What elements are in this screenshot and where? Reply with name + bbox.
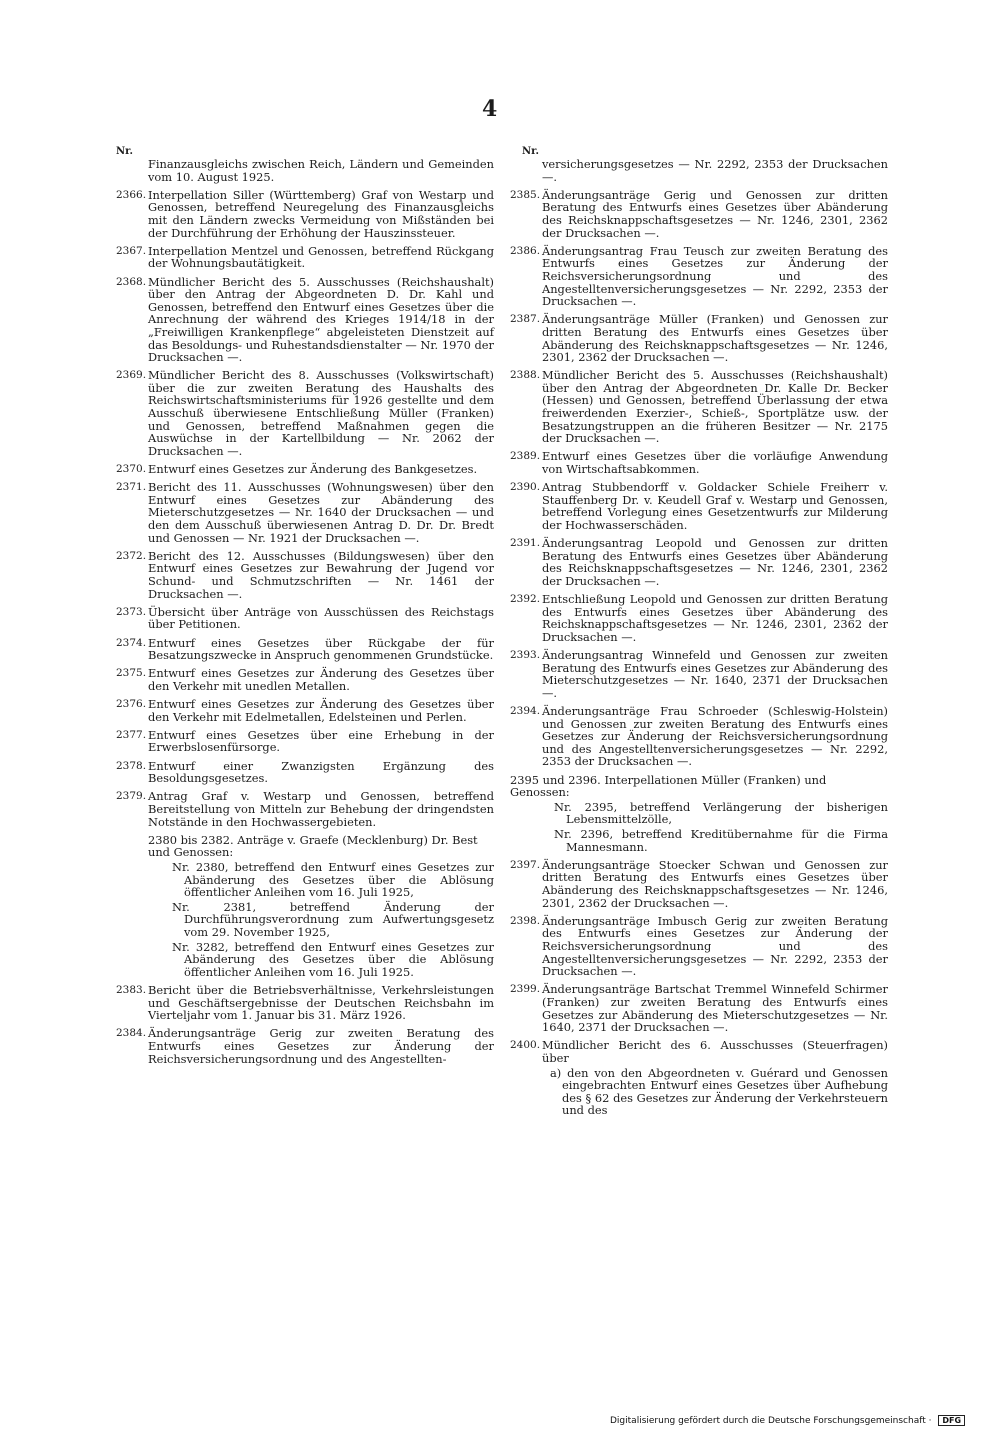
entry-item [116,637,494,662]
entry-text: Änderungsanträge Stoecker Schwan und Genossen zur dritten Beratung des Entwurfs eines Gesetzes über Abänderung des Reichsknappschaftsgesetzes — Nr. 1246, 2301, 2362 der Drucksachen —. [542,857,888,910]
entry-number: 2374. [116,636,147,649]
dfg-logo: DFG [938,1415,965,1426]
entry-number: 2366. [116,188,147,201]
entry-text: Mündlicher Bericht des 5. Ausschusses (Reichshaushalt) über den Antrag der Abgeordneten Dr. Kalle Dr. Becker (Hessen) und Genossen, betreffend Überlassung der etwa freiwerdenden Exerzier-, Schieß-, Sportplätze usw. der Besatzungstruppen an die früheren Besitzer — Nr. 2175 der Drucksachen —. [542,368,888,446]
entry-number: 2397. [510,858,541,871]
intro-text: versicherungsgesetzes — Nr. 2292, 2353 der Drucksachen —. [542,157,888,184]
entry-number: 2375. [116,667,147,680]
entry-text: Änderungsantrag Leopold und Genossen zur dritten Beratung des Entwurfs eines Gesetzes über Abänderung des Reichsknappschaftsgesetzes — Nr. 1246, 2301, 2362 der Drucksachen —. [542,536,888,588]
entry-text: Entwurf einer Zwanzigsten Ergänzung des Besoldungsgesetzes. [148,758,494,786]
left-entry-list-tail [116,984,494,1065]
right-intro [510,158,888,183]
entry-text: Änderungsantrag Winnefeld und Genossen zur zweiten Beratung des Entwurfs eines Gesetzes zur Abänderung des Mieterschutzgesetzes — Nr. 1640, 2371 der Drucksachen —. [542,648,888,700]
entry-number: 2390. [510,481,541,494]
entry-item [116,1027,494,1065]
entry-number: 2370. [116,463,147,476]
entry-text: Anträge v. Graefe (Mecklenburg) Dr. Best und Genossen: [148,832,478,860]
entry-text: Änderungsanträge Bartschat Tremmel Winnefeld Schirmer (Franken) zur zweiten Beratung des Entwurfs eines Gesetzes zur Abänderung des Mieterschutzgesetzes — Nr. 1640, 2371 der Drucksachen —. [542,982,888,1035]
entry-item [510,245,888,308]
left-entry-list [116,189,494,828]
entry-number: 2369. [116,369,147,382]
credit-text: Digitalisierung gefördert durch die Deutsche Forschungsgemeinschaft · [610,1416,932,1426]
entry-number: 2392. [510,593,541,606]
entry-item [510,537,888,587]
entry-number: 2373. [116,605,147,618]
entry-text: Entwurf eines Gesetzes zur Änderung des Gesetzes über den Verkehr mit Edelmetallen, Edelsteinen und Perlen. [148,697,494,724]
entry-item [116,760,494,785]
entry-item [510,593,888,643]
entry-item [510,983,888,1033]
entry-item [510,859,888,909]
entry-group-2395 [510,774,888,854]
right-entry-list-tail [510,859,888,1034]
entry-item [116,463,494,476]
entry-text: Interpellationen Müller (Franken) und Genossen: [510,772,827,800]
entry-text: Mündlicher Bericht des 8. Ausschusses (Volkswirtschaft) über die zur zweiten Beratung des Haushalts des Reichswirtschaftsministeriums für 1926 gestellte und dem Ausschuß überwiesene Entschließung Müller (Franken) und Genossen, betreffend Maßnahmen gegen die Auswüchse in der Kartellbildung — Nr. 2062 der Drucksachen —. [148,368,494,458]
right-column [510,158,888,1122]
entry-text: Übersicht über Anträge von Ausschüssen des Reichstags über Petitionen. [148,604,494,632]
right-entry-list [510,189,888,768]
entry-text: Interpellation Mentzel und Genossen, betreffend Rückgang der Wohnungsbautätigkeit. [148,243,494,271]
entry-number: 2380 bis 2382. [148,832,234,847]
entry-number: 2399. [510,983,541,996]
entry-number: 2383. [116,983,147,996]
entry-item [510,450,888,475]
entry-item [116,189,494,239]
entry-text: Bericht des 11. Ausschusses (Wohnungswesen) über den Entwurf eines Gesetzes zur Abänderung des Mieterschutzgesetzes — Nr. 1640 der Drucksachen — und den dem Ausschuß überwiesenen Antrag D. Dr. Dr. Bredt und Genossen — Nr. 1921 der Drucksachen —. [148,480,494,545]
sub-item: Nr. 2381, betreffend Änderung der Durchführungsverordnung zum Aufwertungsgesetz vom 29. November 1925, [172,899,494,939]
entry-number: 2376. [116,698,147,711]
entry-number: 2367. [116,244,147,257]
entry-number: 2393. [510,649,541,662]
entry-number: 2385. [510,188,541,201]
entry-item [510,705,888,768]
entry-group-2380 [116,834,494,979]
sub-item: Nr. 2396, betreffend Kreditübernahme für die Firma Mannesmann. [554,827,888,854]
intro-text: Finanzausgleichs zwischen Reich, Ländern und Gemeinden vom 10. August 1925. [148,157,494,184]
entry-text: Änderungsantrag Frau Teusch zur zweiten Beratung des Entwurfs eines Gesetzes zur Änderung der Reichsversicherungsordnung und des Angestelltenversicherungsgesetzes — Nr. 2292, 2353 der Drucksachen —. [542,243,888,309]
entry-2400 [510,1039,888,1117]
entry-text: Änderungsanträge Gerig zur zweiten Beratung des Entwurfs eines Gesetzes zur Änderung der Reichsversicherungsordnung und des Angestellten- [148,1026,494,1066]
entry-text: Änderungsanträge Gerig und Genossen zur dritten Beratung des Entwurfs eines Gesetzes über Abänderung des Reichsknappschaftsgesetzes — Nr. 1246, 2301, 2362 der Drucksachen —. [542,187,888,240]
entry-number: 2398. [510,914,541,927]
entry-number: 2384. [116,1027,147,1040]
entry-text: Entwurf eines Gesetzes über Rückgabe der für Besatzungszwecke in Anspruch genommenen Grundstücke. [148,635,494,663]
entry-item [116,698,494,723]
sub-item: Nr. 2380, betreffend den Entwurf eines Gesetzes zur Abänderung des Gesetzes über die Ablösung öffentlicher Anleihen vom 16. Juli 1925, [172,860,494,900]
entry-number: 2372. [116,549,147,562]
entry-item [510,313,888,363]
entry-item [510,481,888,531]
entry-item [116,606,494,631]
entry-number: 2394. [510,705,541,718]
entry-number: 2378. [116,759,147,772]
sub-item: Nr. 2395, betreffend Verlängerung der bisherigen Lebensmittelzölle, [554,799,888,827]
entry-number: 2388. [510,369,541,382]
left-column [116,158,494,1071]
entry-item [510,189,888,239]
entry-text: Antrag Graf v. Westarp und Genossen, betreffend Bereitstellung von Mitteln zur Behebung der dringendsten Notstände in den Hochwassergebieten. [148,789,494,829]
entry-number: 2391. [510,537,541,550]
digitization-credit [610,1415,965,1426]
entry-text: Entwurf eines Gesetzes zur Änderung des Gesetzes über den Verkehr mit unedlen Metallen. [148,666,494,693]
entry-number: 2386. [510,244,541,257]
entry-text: Entwurf eines Gesetzes zur Änderung des Bankgesetzes. [148,462,478,477]
entry-text: Bericht über die Betriebsverhältnisse, Verkehrsleistungen und Geschäftsergebnisse der Deutschen Reichsbahn im Vierteljahr vom 1. Januar bis 31. März 1926. [148,982,494,1023]
entry-text: Änderungsanträge Müller (Franken) und Genossen zur dritten Beratung des Entwurfs eines Gesetzes über Abänderung des Reichsknappschaftsgesetzes — Nr. 1246, 2301, 2362 der Drucksachen —. [542,312,888,365]
entry-number: 2389. [510,450,541,463]
entry-item [116,481,494,544]
entry-item [510,369,888,445]
entry-number: 2395 und 2396. [510,772,601,787]
entry-number: 2387. [510,313,541,326]
entry-text: Antrag Stubbendorff v. Goldacker Schiele Freiherr v. Stauffenberg Dr. v. Keudell Graf v. Westarp und Genossen, betreffend Vorlegung eines Gesetzentwurfs zur Milderung der Hochwasserschäden. [542,480,888,532]
sub-item: a) den von den Abgeordneten v. Guérard und Genossen eingebrachten Entwurf eines Gesetzes über Aufhebung des § 62 des Gesetzes zur Änderung der Verkehrsteuern und des [550,1065,888,1118]
entry-item [116,276,494,364]
entry-text: Änderungsanträge Frau Schroeder (Schleswig-Holstein) und Genossen zur zweiten Beratung des Entwurfs eines Gesetzes zur Änderung der Reichsversicherungsordnung und des Angestelltenversicherungsgesetzes — Nr. 2292, 2353 der Drucksachen —. [542,704,888,769]
entry-text: Änderungsanträge Imbusch Gerig zur zweiten Beratung des Entwurfs eines Gesetzes zur Änderung der Reichsversicherungsordnung und des Angestelltenversicherungsgesetzes — Nr. 2292, 2353 der Drucksachen —. [542,913,888,979]
entry-text: Interpellation Siller (Württemberg) Graf von Westarp und Genossen, betreffend Neuregelung des Finanzausgleichs mit den Ländern zwecks Vermeidung von Mißständen bei der Durchführung der Erhöhung der Hauszinssteuer. [148,187,494,240]
entry-number: 2400. [510,1039,541,1052]
sub-item: Nr. 3282, betreffend den Entwurf eines Gesetzes zur Abänderung des Gesetzes über die Ablösung öffentlicher Anleihen vom 16. Juli 1925. [172,939,494,979]
entry-text: Entschließung Leopold und Genossen zur dritten Beratung des Entwurfs eines Gesetzes über Abänderung des Reichsknappschaftsgesetzes — Nr. 1246, 2301, 2362 der Drucksachen —. [542,592,888,644]
entry-item [116,729,494,754]
entry-item [510,649,888,699]
entry-text: Entwurf eines Gesetzes über eine Erhebung in der Erwerbslosenfürsorge. [148,727,494,755]
left-intro [116,158,494,183]
nr-column-header-left: Nr. [116,146,133,157]
entry-item [116,369,494,457]
page-number: 4 [482,96,498,122]
entry-text: Mündlicher Bericht des 6. Ausschusses (Steuerfragen) über [542,1038,888,1065]
nr-column-header-right: Nr. [522,146,539,157]
entry-text: Mündlicher Bericht des 5. Ausschusses (Reichshaushalt) über den Antrag der Abgeordneten D. Dr. Kahl und Genossen, betreffend den Entwurf eines Gesetzes über die Anrechnung der während des Krieges 1914/18 in der „Freiwilligen Krankenpflege“ abgeleisteten Dienstzeit auf das Besoldungs- und Ruhestandsdienstalter — Nr. 1970 der Drucksachen —. [148,274,494,365]
entry-item [116,984,494,1022]
entry-text: Bericht des 12. Ausschusses (Bildungswesen) über den Entwurf eines Gesetzes zur Bewahrung der Jugend vor Schund- und Schmutzschriften — Nr. 1461 der Drucksachen —. [148,548,494,601]
entry-text: Entwurf eines Gesetzes über die vorläufige Anwendung von Wirtschaftsabkommen. [542,449,888,477]
entry-item [116,245,494,270]
entry-item [116,790,494,828]
entry-item [116,667,494,692]
entry-number: 2368. [116,275,147,288]
entry-number: 2377. [116,728,147,741]
entry-number: 2379. [116,790,147,803]
entry-number: 2371. [116,481,147,494]
entry-item [116,550,494,600]
entry-item [510,915,888,978]
